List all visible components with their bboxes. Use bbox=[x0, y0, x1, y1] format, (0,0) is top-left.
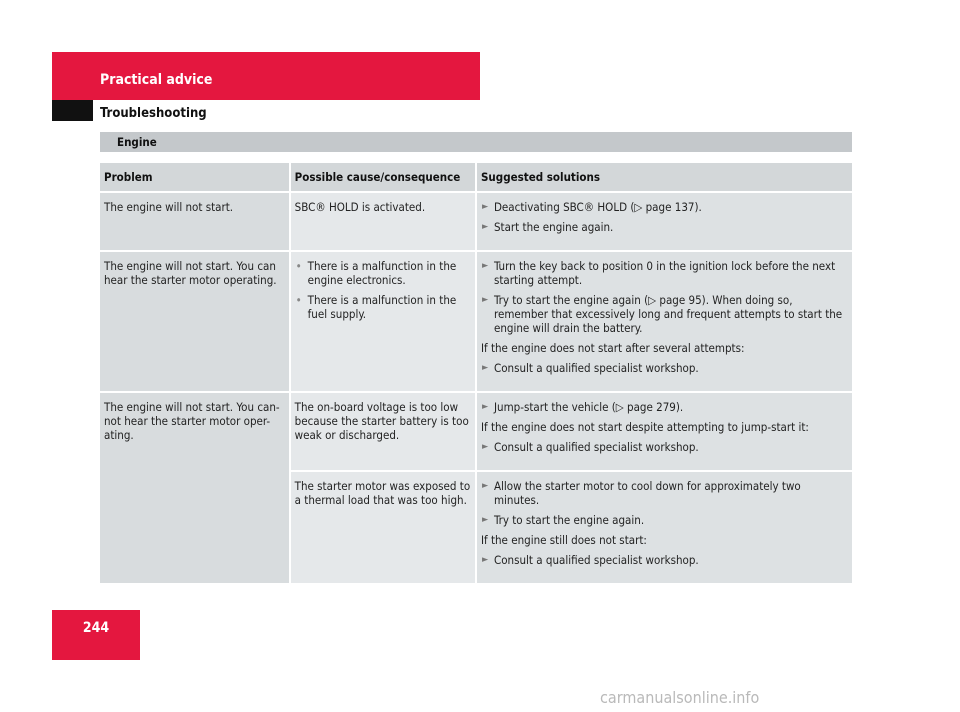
solution-text: Turn the key back to position 0 in the ignition lock before the next starting attempt. bbox=[493, 259, 836, 287]
solution-cell bbox=[477, 252, 852, 393]
solution-text: Deactivating SBC® HOLD (▷ page 137). bbox=[493, 200, 702, 214]
table-header-row bbox=[100, 163, 852, 193]
solution-step bbox=[481, 400, 848, 414]
arrow-icon: ► bbox=[481, 222, 489, 232]
table-title-bar bbox=[100, 132, 852, 152]
section-title: Practical advice bbox=[100, 72, 213, 88]
arrow-icon: ► bbox=[481, 295, 489, 305]
solution-text: Try to start the engine again. bbox=[493, 513, 645, 527]
solution-step bbox=[481, 440, 848, 454]
arrow-icon: ► bbox=[481, 555, 489, 565]
header-marker bbox=[52, 100, 93, 121]
cause-text: The starter motor was exposed to a thermal load that was too high. bbox=[294, 479, 471, 507]
solution-cell bbox=[477, 393, 852, 472]
problem-text: The engine will not start. bbox=[104, 200, 234, 214]
solution-text: Consult a qualified specialist workshop. bbox=[493, 440, 699, 454]
cause-text: There is a malfunction in the engine electronics. bbox=[307, 259, 457, 287]
solution-text: Try to start the engine again (▷ page 95). When doing so, remember that excessively long and frequent attempts to start the engine will drain the battery. bbox=[493, 293, 843, 335]
solution-step bbox=[481, 361, 848, 375]
problem-text: The engine will not start. You can hear the starter motor operating. bbox=[104, 259, 277, 287]
cause-cell bbox=[291, 393, 477, 472]
arrow-icon: ► bbox=[481, 442, 489, 452]
table-row bbox=[100, 193, 852, 252]
cause-text: The on-board voltage is too low because the starter battery is too weak or discharged. bbox=[294, 400, 469, 442]
troubleshooting-table bbox=[100, 163, 852, 585]
problem-cell bbox=[100, 193, 291, 252]
solution-note: If the engine still does not start: bbox=[480, 533, 647, 547]
arrow-icon: ► bbox=[481, 261, 489, 271]
column-header-cause: Possible cause/consequence bbox=[291, 163, 477, 193]
page-subtitle: Troubleshooting bbox=[100, 106, 207, 121]
table-row bbox=[100, 393, 852, 472]
solution-step bbox=[481, 479, 848, 507]
problem-cell bbox=[100, 252, 291, 393]
cause-cell bbox=[291, 472, 477, 585]
solution-step bbox=[481, 513, 848, 527]
solution-text: Consult a qualified specialist workshop. bbox=[493, 361, 699, 375]
solution-text: Allow the starter motor to cool down for approximately two minutes. bbox=[493, 479, 801, 507]
watermark: carmanualsonline.info bbox=[600, 688, 760, 707]
problem-text: The engine will not start. You can- not hear the starter motor oper- ating. bbox=[104, 400, 280, 442]
bullet-icon: • bbox=[295, 259, 302, 273]
table-row bbox=[100, 252, 852, 393]
solution-step bbox=[481, 553, 848, 567]
cause-text: SBC® HOLD is activated. bbox=[294, 200, 426, 214]
arrow-icon: ► bbox=[481, 363, 489, 373]
cause-cell bbox=[291, 252, 477, 393]
cause-bullet bbox=[295, 259, 471, 287]
solution-text: Consult a qualified specialist workshop. bbox=[493, 553, 699, 567]
arrow-icon: ► bbox=[481, 402, 489, 412]
solution-note: If the engine does not start despite attempting to jump-start it: bbox=[480, 420, 809, 434]
solution-step bbox=[481, 220, 848, 234]
solution-cell bbox=[477, 472, 852, 585]
solution-cell bbox=[477, 193, 852, 252]
arrow-icon: ► bbox=[481, 481, 489, 491]
cause-cell bbox=[291, 193, 477, 252]
solution-step bbox=[481, 200, 848, 214]
solution-text: Jump-start the vehicle (▷ page 279). bbox=[493, 400, 684, 414]
page-number-box bbox=[52, 610, 140, 660]
cause-text: There is a malfunction in the fuel supply. bbox=[307, 293, 457, 321]
cause-bullet bbox=[295, 293, 471, 321]
bullet-icon: • bbox=[295, 293, 302, 307]
arrow-icon: ► bbox=[481, 515, 489, 525]
arrow-icon: ► bbox=[481, 202, 489, 212]
section-header bbox=[52, 52, 480, 100]
problem-cell bbox=[100, 393, 291, 585]
column-header-solutions: Suggested solutions bbox=[477, 163, 852, 193]
page-number: 244 bbox=[82, 620, 110, 636]
column-header-problem: Problem bbox=[100, 163, 291, 193]
solution-text: Start the engine again. bbox=[493, 220, 614, 234]
solution-note: If the engine does not start after several attempts: bbox=[480, 341, 745, 355]
solution-step bbox=[481, 259, 848, 287]
table-title: Engine bbox=[117, 135, 157, 149]
solution-step bbox=[481, 293, 848, 335]
